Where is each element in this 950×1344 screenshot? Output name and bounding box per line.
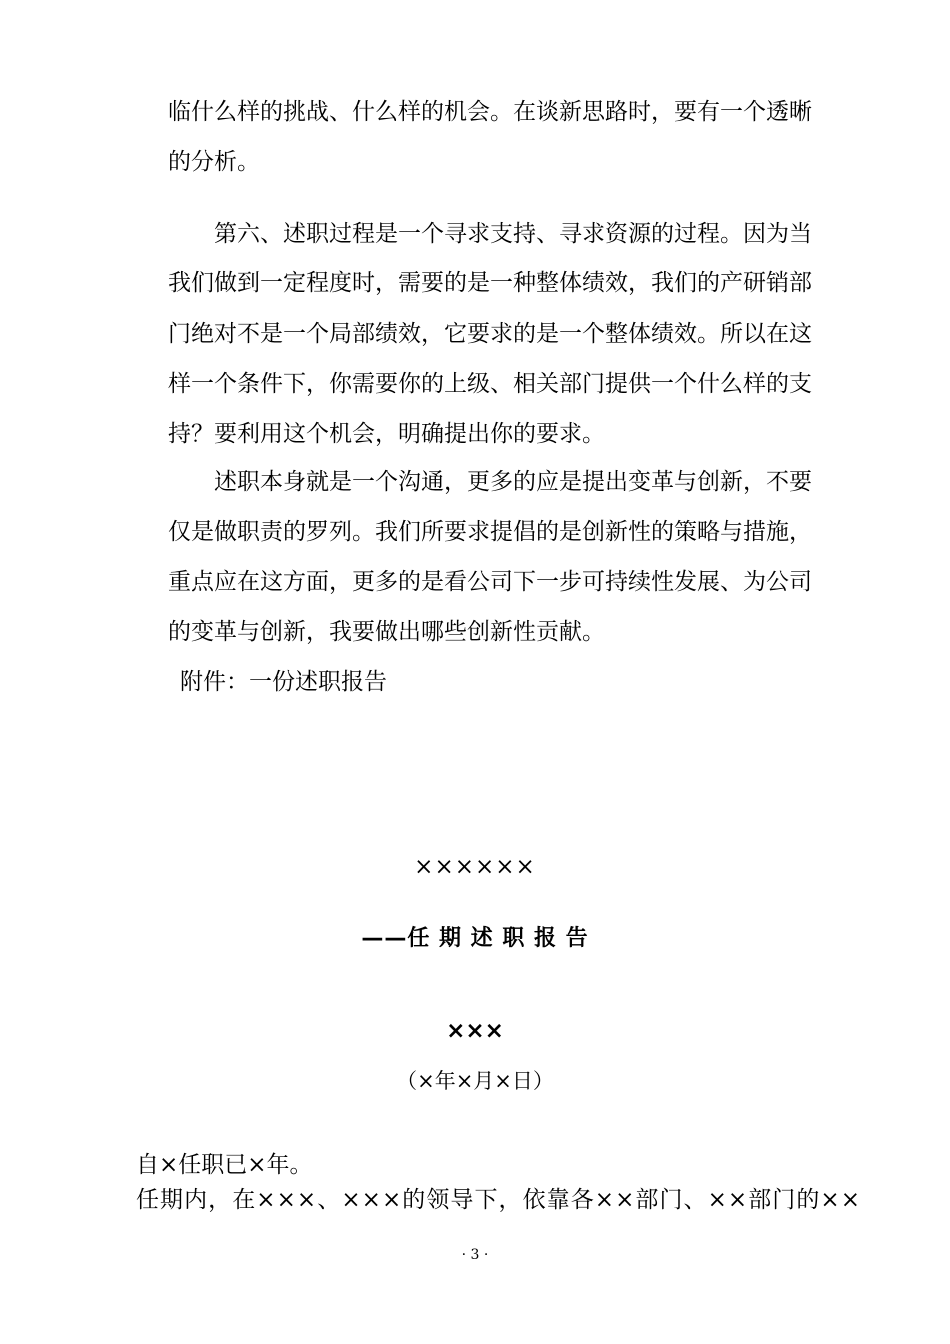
paragraph-3-line-3: 重点应在这方面，更多的是看公司下一步可持续性发展、为公司 [168,569,812,595]
paragraph-1-line-1 [168,97,812,127]
report-title: ——任 期 述 职 报 告 [361,926,589,951]
paragraph-2-line-4: 样一个条件下，你需要你的上级、相关部门提供一个什么样的支 [168,371,812,397]
attachment-note: 附件：一份述职报告 [180,669,387,695]
report-date: （×年×月×日） [396,1069,554,1093]
paragraph-1-line-2: 的分析。 [168,149,260,175]
report-intro-line-2: 任期内，在×××、×××的领导下，依靠各××部门、××部门的×× [136,1187,862,1213]
page-number: · 3 · [461,1247,489,1263]
paragraph-3-line-4: 的变革与创新，我要做出哪些创新性贡献。 [168,619,605,645]
report-intro-line-1: 自×任职已×年。 [136,1152,313,1178]
report-company: ×××××× [414,854,536,880]
paragraph-2-line-5: 持？要利用这个机会，明确提出你的要求。 [168,421,605,447]
paragraph-2-line-3: 门绝对不是一个局部绩效，它要求的是一个整体绩效。所以在这 [168,321,812,347]
report-author: ××× [446,1018,504,1044]
paragraph-3-line-1: 述职本身就是一个沟通，更多的应是提出变革与创新，不要 [214,469,812,495]
paragraph-2-line-1: 第六、述职过程是一个寻求支持、寻求资源的过程。因为当 [214,221,812,247]
paragraph-3-line-2: 仅是做职责的罗列。我们所要求提倡的是创新性的策略与措施， [168,519,812,545]
paragraph-text: 临什么样的挑战、什么样的机会。在谈新思路时，要有一个透晰 [168,99,812,125]
paragraph-2-line-2: 我们做到一定程度时，需要的是一种整体绩效，我们的产研销部 [168,270,812,296]
